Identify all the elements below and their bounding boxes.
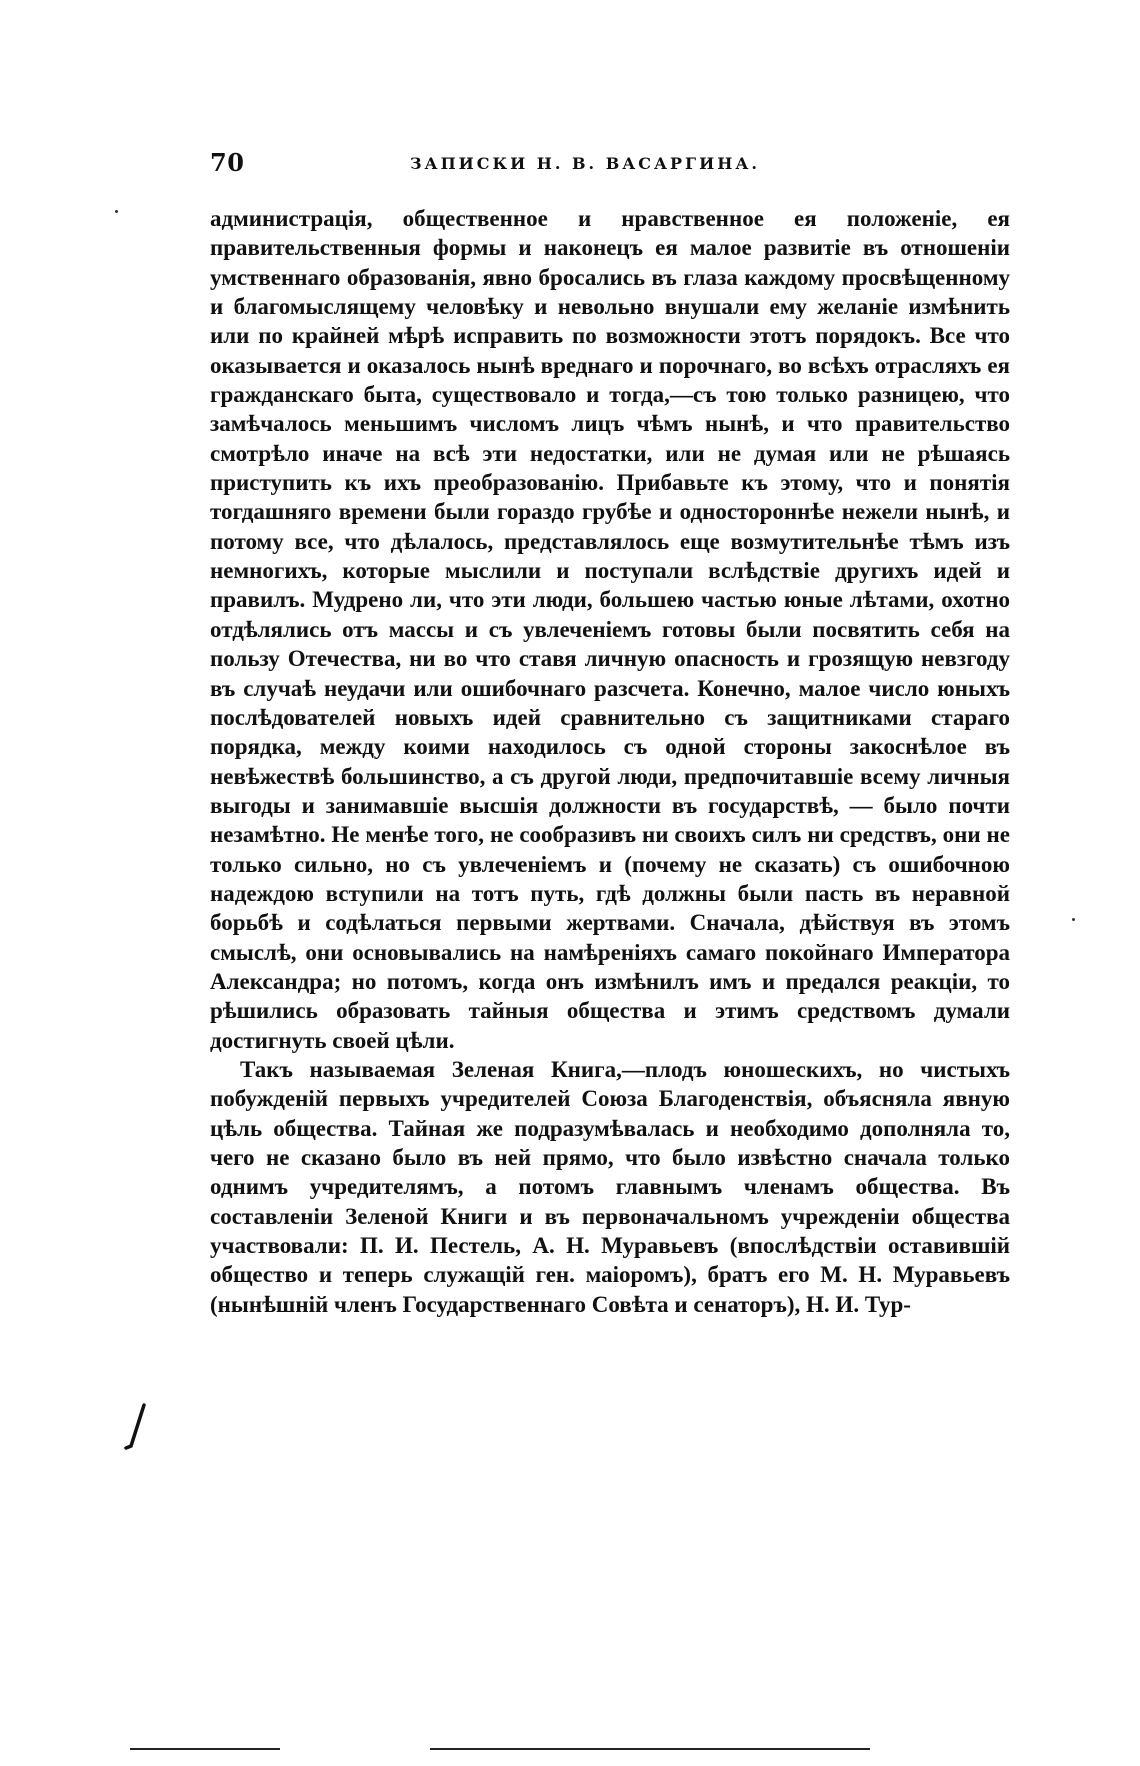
scan-speck [115, 210, 118, 213]
scan-speck [1072, 918, 1075, 921]
scan-edge-line [130, 1748, 280, 1750]
scan-edge-line [430, 1748, 870, 1750]
body-text [210, 204, 1010, 1319]
paragraph: администрація, общественное и нравственное ея положеніе, ея правительственныя формы и наконецъ ея малое развитіе въ отношеніи умственнаго образованія, явно бросались въ глаза каждому просвѣщенному и благомыслящему человѣку и невольно внушали ему желаніе измѣнить или по крайней мѣрѣ исправить по возможности этотъ порядокъ. Все что оказывается и оказалось нынѣ вреднаго и порочнаго, во всѣхъ отрасляхъ ея гражданскаго быта, существовало и тогда,—съ тою только разницею, что замѣчалось меньшимъ числомъ лицъ чѣмъ нынѣ, и что правительство смотрѣло иначе на всѣ эти недостатки, или не думая или не рѣшаясь приступить къ ихъ преобразованію. Прибавьте къ этому, что и понятія тогдашняго времени были гораздо грубѣе и одностороннѣе нежели нынѣ, и потому все, что дѣлалось, представлялось еще возмутительнѣе тѣмъ изъ немногихъ, которые мыслили и поступали вслѣдствіе другихъ идей и правилъ. Мудрено ли, что эти люди, большею частью юные лѣтами, охотно отдѣлялись отъ массы и съ увлеченіемъ готовы были посвятить себя на пользу Отечества, ни во что ставя личную опасность и грозящую невзгоду въ случаѣ неудачи или ошибочнаго разсчета. Конечно, малое число юныхъ послѣдователей новыхъ идей сравнительно съ защитниками стараго порядка, между коими находилось съ одной стороны закоснѣлое въ невѣжествѣ большинство, а съ другой люди, предпочитавшіе всему личныя выгоды и занимавшіе высшія должности въ государствѣ, — было почти незамѣтно. Не менѣе того, не сообразивъ ни своихъ силъ ни средствъ, они не только сильно, но съ увлеченіемъ и (почему не сказать) съ ошибочною надеждою вступили на тотъ путь, гдѣ должны были пасть въ неравной борьбѣ и содѣлаться первыми жертвами. Сначала, дѣйствуя въ этомъ смыслѣ, они основывались на намѣреніяхъ самаго покойнаго Императора Александра; но потомъ, когда онъ измѣнилъ имъ и предался реакціи, то рѣшились образовать тайныя общества и этимъ средствомъ думали достигнуть своей цѣли. [210, 206, 1010, 1053]
page-number: 70 [210, 148, 245, 177]
running-head [210, 148, 1000, 184]
paragraph: Такъ называемая Зеленая Книга,—плодъ юношескихъ, но чистыхъ побужденій первыхъ учредителей Союза Благоденствія, объясняла явную цѣль общества. Тайная же подразумѣвалась и необходимо дополняла то, чего не сказано было въ ней прямо, что было извѣстно сначала только однимъ учредителямъ, а потомъ главнымъ членамъ общества. Въ составленіи Зеленой Книги и въ первоначальномъ учрежденіи общества участвовали: П. И. Пестель, А. Н. Муравьевъ (впослѣдствіи оставившій общество и теперь служащій ген. маіоромъ), братъ его М. Н. Муравьевъ (нынѣшній членъ Государственнаго Совѣта и сенаторъ), Н. И. Тур- [210, 1056, 1010, 1317]
running-title: ЗАПИСКИ Н. В. ВАСАРГИНА. [410, 154, 760, 173]
pencil-margin-mark-icon [122, 1402, 150, 1452]
